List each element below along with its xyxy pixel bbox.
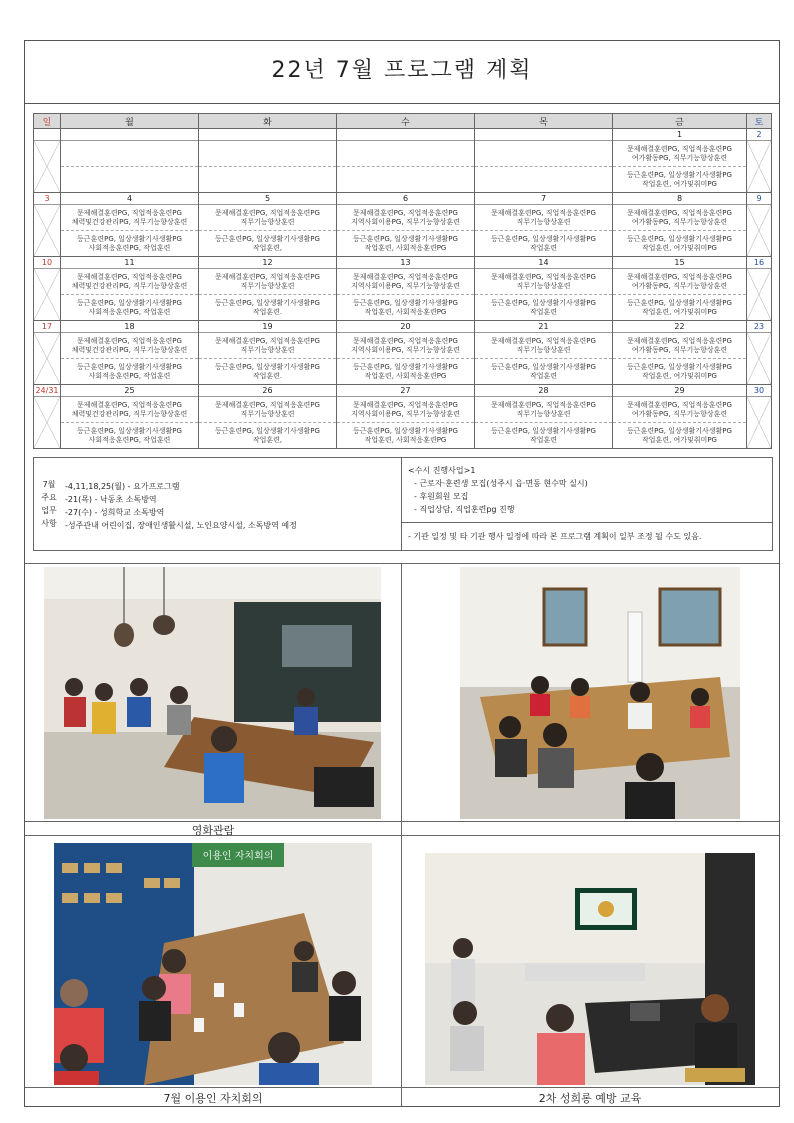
calendar-day-cell xyxy=(337,129,475,193)
afternoon-programs xyxy=(475,166,612,192)
day-number: 30 xyxy=(747,385,771,397)
morning-programs: 문제해결훈련PG, 직업적응훈련PG 여가활동PG, 직무기능향상훈련 xyxy=(627,400,732,418)
afternoon-programs: 등근훈련PG, 일상생활기사생활PG 작업훈련, xyxy=(199,230,336,256)
calendar-table xyxy=(33,113,772,449)
weekday-header: 토 xyxy=(747,114,772,129)
calendar-saturday-cell xyxy=(747,385,772,449)
day-number: 24/31 xyxy=(35,386,59,395)
day-number: 6 xyxy=(337,193,474,205)
afternoon-programs: 등근훈련PG, 일상생활기사생활PG 작업훈련, 여가및취미PG xyxy=(613,358,746,384)
day-number: 12 xyxy=(199,257,336,269)
document-frame xyxy=(24,40,780,1107)
day-number: 13 xyxy=(337,257,474,269)
day-number xyxy=(34,129,60,141)
afternoon-programs xyxy=(199,166,336,192)
weekday-header: 수 xyxy=(337,114,475,129)
day-number: 1 xyxy=(613,129,746,141)
caption-movie: 영화관람 xyxy=(191,824,235,837)
caption-row-line xyxy=(25,1087,779,1088)
calendar-week-row xyxy=(34,257,772,321)
morning-programs: 문제해결훈련PG, 직업적응훈련PG 직무기능향상훈련 xyxy=(491,336,596,354)
day-number xyxy=(199,129,336,141)
day-number: 4 xyxy=(61,193,198,205)
closed-day-mark xyxy=(747,269,771,320)
calendar-day-cell xyxy=(337,385,475,449)
notes-label xyxy=(34,458,64,550)
page-title: 22년 7월 프로그램 계획 xyxy=(271,58,533,83)
morning-programs: 문제해결훈련PG, 직업적응훈련PG 직무기능향상훈련 xyxy=(491,272,596,290)
calendar-day-cell xyxy=(613,321,747,385)
afternoon-programs: 등근훈련PG, 일상생활기사생활PG 사회적응훈련PG, 작업훈련 xyxy=(61,294,198,320)
calendar-sunday-cell xyxy=(34,193,61,257)
calendar-day-cell xyxy=(475,129,613,193)
day-number: 16 xyxy=(747,257,771,269)
day-number: 19 xyxy=(199,321,336,333)
calendar-day-cell xyxy=(199,321,337,385)
calendar-day-cell xyxy=(613,385,747,449)
photo-activity-room xyxy=(460,567,740,819)
calendar-day-cell xyxy=(337,321,475,385)
morning-programs: 문제해결훈련PG, 직업적응훈련PG 지역사회이용PG, 직무기능향상훈련 xyxy=(351,336,460,354)
day-number: 27 xyxy=(337,385,474,397)
afternoon-programs: 등근훈련PG, 일상생활기사생활PG 작업훈련 xyxy=(475,230,612,256)
notes-label-line: 주요 xyxy=(41,493,57,502)
day-number: 2 xyxy=(747,129,771,141)
afternoon-programs xyxy=(61,166,198,192)
afternoon-programs: 등근훈련PG, 일상생활기사생활PG 작업훈련, 사회적응훈련PG xyxy=(337,294,474,320)
photo-divider xyxy=(401,835,402,1106)
calendar-day-cell xyxy=(475,321,613,385)
calendar-saturday-cell xyxy=(747,257,772,321)
morning-programs: 문제해결훈련PG, 직업적응훈련PG 지역사회이용PG, 직무기능향상훈련 xyxy=(351,400,460,418)
weekday-header: 화 xyxy=(199,114,337,129)
afternoon-programs: 등근훈련PG, 일상생활기사생활PG 작업훈련, 여가및취미PG xyxy=(613,230,746,256)
notes-ongoing-item: - 후원회원 모집 xyxy=(414,492,469,501)
calendar-day-cell xyxy=(199,385,337,449)
afternoon-programs: 등근훈련PG, 일상생활기사생활PG 사회적응훈련PG, 작업훈련 xyxy=(61,230,198,256)
day-number xyxy=(475,129,612,141)
calendar-day-cell xyxy=(475,257,613,321)
notes-item: -27(수) - 성희학교 소독방역 xyxy=(65,508,165,517)
calendar-saturday-cell xyxy=(747,193,772,257)
calendar-week-row xyxy=(34,385,772,449)
day-number: 18 xyxy=(61,321,198,333)
calendar-day-cell xyxy=(199,257,337,321)
calendar-sunday-cell xyxy=(34,385,61,449)
day-number: 8 xyxy=(613,193,746,205)
closed-day-mark xyxy=(747,205,771,256)
afternoon-programs: 등근훈련PG, 일상생활기사생활PG 작업훈련 xyxy=(475,294,612,320)
afternoon-programs: 등근훈련PG, 일상생활기사생활PG 작업훈련. xyxy=(199,358,336,384)
day-number: 3 xyxy=(34,193,60,205)
day-number: 20 xyxy=(337,321,474,333)
calendar-day-cell xyxy=(475,385,613,449)
calendar-saturday-cell xyxy=(747,129,772,193)
morning-programs: 문제해결훈련PG, 직업적응훈련PG 체력및건강관리PG, 직무기능향상훈련 xyxy=(71,208,188,226)
calendar-day-cell xyxy=(61,193,199,257)
photo-user-council xyxy=(54,843,372,1085)
calendar-day-cell xyxy=(337,193,475,257)
day-number: 10 xyxy=(34,257,60,269)
morning-programs xyxy=(475,141,612,166)
calendar-sunday-cell xyxy=(34,257,61,321)
morning-programs: 문제해결훈련PG, 직업적응훈련PG 지역사회이용PG, 직무기능향상훈련 xyxy=(351,208,460,226)
calendar-day-cell xyxy=(61,257,199,321)
morning-programs: 문제해결훈련PG, 직업적응훈련PG 직무기능향상훈련 xyxy=(215,272,320,290)
notes-item: -21(목) - 낙동초 소독방역 xyxy=(65,495,157,504)
caption-council: 7월 이용인 자치회의 xyxy=(163,1092,263,1105)
calendar-day-cell xyxy=(199,129,337,193)
afternoon-programs: 등근훈련PG, 일상생활기사생활PG 사회적응훈련PG, 작업훈련 xyxy=(61,422,198,448)
notes-label-line: 7월 xyxy=(42,480,56,489)
closed-day-mark xyxy=(747,397,771,448)
day-number: 26 xyxy=(199,385,336,397)
day-number: 23 xyxy=(747,321,771,333)
closed-day-mark xyxy=(34,333,60,384)
morning-programs: 문제해결훈련PG, 직업적응훈련PG 체력및건강관리PG, 직무기능향상훈련 xyxy=(71,336,188,354)
calendar-sunday-cell xyxy=(34,321,61,385)
calendar-day-cell xyxy=(613,129,747,193)
calendar-day-cell xyxy=(613,257,747,321)
closed-day-mark xyxy=(34,397,60,448)
morning-programs xyxy=(199,141,336,166)
afternoon-programs: 등근훈련PG, 일상생활기사생활PG 작업훈련, 여가및취미PG xyxy=(613,422,746,448)
day-number: 9 xyxy=(747,193,771,205)
afternoon-programs: 등근훈련PG, 일상생활기사생활PG 작업훈련, 사회적응훈련PG xyxy=(337,422,474,448)
morning-programs xyxy=(61,141,198,166)
day-number xyxy=(61,129,198,141)
day-number: 14 xyxy=(475,257,612,269)
notes-ongoing-item: - 직업상담, 직업훈련pg 진행 xyxy=(414,505,515,514)
afternoon-programs: 등근훈련PG, 일상생활기사생활PG 작업훈련, 여가및취미PG xyxy=(613,166,746,192)
day-number: 22 xyxy=(613,321,746,333)
photo-divider xyxy=(401,563,402,835)
day-number: 29 xyxy=(613,385,746,397)
day-number: 11 xyxy=(61,257,198,269)
notes-label-line: 업무 xyxy=(41,506,57,515)
notes-ongoing-title: <수시 진행사업>1 xyxy=(408,466,476,475)
day-number xyxy=(337,129,474,141)
morning-programs: 문제해결훈련PG, 직업적응훈련PG 여가활동PG, 직무기능향상훈련 xyxy=(627,208,732,226)
monthly-notes xyxy=(33,457,773,551)
closed-day-mark xyxy=(34,141,60,192)
morning-programs xyxy=(337,141,474,166)
day-number: 15 xyxy=(613,257,746,269)
calendar-day-cell xyxy=(613,193,747,257)
notes-footnote: - 기관 일정 및 타 기관 행사 일정에 따라 본 프로그램 계획이 일부 조정 될 수도 있음. xyxy=(402,522,772,550)
day-number: 7 xyxy=(475,193,612,205)
calendar-week-row xyxy=(34,321,772,385)
day-number: 21 xyxy=(475,321,612,333)
closed-day-mark xyxy=(34,269,60,320)
morning-programs: 문제해결훈련PG, 직업적응훈련PG 여가활동PG, 직무기능향상훈련 xyxy=(627,272,732,290)
closed-day-mark xyxy=(747,141,771,192)
day-number: 25 xyxy=(61,385,198,397)
day-number: 28 xyxy=(475,385,612,397)
closed-day-mark xyxy=(34,205,60,256)
calendar-week-row xyxy=(34,129,772,193)
calendar-day-cell xyxy=(61,129,199,193)
banner-text: 이용인 자치회의 xyxy=(202,851,274,862)
afternoon-programs: 등근훈련PG, 일상생활기사생활PG 작업훈련 xyxy=(475,422,612,448)
weekday-header: 일 xyxy=(34,114,61,129)
photo-movie-viewing xyxy=(44,567,381,819)
weekday-header: 월 xyxy=(61,114,199,129)
caption-education: 2차 성희롱 예방 교육 xyxy=(538,1092,642,1105)
notes-schedule xyxy=(64,458,401,550)
morning-programs: 문제해결훈련PG, 직업적응훈련PG 여가활동PG, 직무기능향상훈련 xyxy=(627,144,732,162)
weekday-header: 금 xyxy=(613,114,747,129)
notes-ongoing xyxy=(401,458,772,550)
afternoon-programs xyxy=(337,166,474,192)
morning-programs: 문제해결훈련PG, 직업적응훈련PG 직무기능향상훈련 xyxy=(491,208,596,226)
calendar-day-cell xyxy=(199,193,337,257)
morning-programs: 문제해결훈련PG, 직업적응훈련PG 직무기능향상훈련 xyxy=(215,208,320,226)
photo-section-top-line xyxy=(25,563,779,564)
afternoon-programs: 등근훈련PG, 일상생활기사생활PG 작업훈련. xyxy=(199,294,336,320)
afternoon-programs: 등근훈련PG, 일상생활기사생활PG 작업훈련, 여가및취미PG xyxy=(613,294,746,320)
afternoon-programs: 등근훈련PG, 일상생활기사생활PG 작업훈련 xyxy=(475,358,612,384)
photo-prevention-education xyxy=(425,853,755,1085)
morning-programs: 문제해결훈련PG, 직업적응훈련PG 직무기능향상훈련 xyxy=(215,400,320,418)
day-number: 17 xyxy=(34,321,60,333)
morning-programs: 문제해결훈련PG, 직업적응훈련PG 체력및건강관리PG, 직무기능향상훈련 xyxy=(71,272,188,290)
day-number: 5 xyxy=(199,193,336,205)
notes-item: -성주관내 어린이집, 장애인생활시설, 노인요양시설, 소독방역 예정 xyxy=(65,521,297,530)
notes-label-line: 사항 xyxy=(41,519,57,528)
morning-programs: 문제해결훈련PG, 직업적응훈련PG 지역사회이용PG, 직무기능향상훈련 xyxy=(351,272,460,290)
calendar-day-cell xyxy=(61,321,199,385)
calendar-sunday-cell xyxy=(34,129,61,193)
afternoon-programs: 등근훈련PG, 일상생활기사생활PG 작업훈련, xyxy=(199,422,336,448)
weekday-header-row xyxy=(34,114,772,129)
notes-item: -4,11,18,25(월) - 요가프로그램 xyxy=(65,482,180,491)
morning-programs: 문제해결훈련PG, 직업적응훈련PG 직무기능향상훈련 xyxy=(491,400,596,418)
notes-ongoing-item: - 근로자·훈련생 모집(성주시 읍·면동 현수막 실시) xyxy=(414,479,588,488)
calendar-day-cell xyxy=(337,257,475,321)
closed-day-mark xyxy=(747,333,771,384)
calendar-day-cell xyxy=(475,193,613,257)
calendar-week-row xyxy=(34,193,772,257)
calendar-day-cell xyxy=(61,385,199,449)
afternoon-programs: 등근훈련PG, 일상생활기사생활PG 사회적응훈련PG, 작업훈련 xyxy=(61,358,198,384)
afternoon-programs: 등근훈련PG, 일상생활기사생활PG 작업훈련, 사회적응훈련PG xyxy=(337,230,474,256)
calendar-saturday-cell xyxy=(747,321,772,385)
title-divider xyxy=(25,103,779,104)
afternoon-programs: 등근훈련PG, 일상생활기사생활PG 작업훈련, 사회적응훈련PG xyxy=(337,358,474,384)
morning-programs: 문제해결훈련PG, 직업적응훈련PG 체력및건강관리PG, 직무기능향상훈련 xyxy=(71,400,188,418)
weekday-header: 목 xyxy=(475,114,613,129)
morning-programs: 문제해결훈련PG, 직업적응훈련PG 직무기능향상훈련 xyxy=(215,336,320,354)
morning-programs: 문제해결훈련PG, 직업적응훈련PG 여가활동PG, 직무기능향상훈련 xyxy=(627,336,732,354)
